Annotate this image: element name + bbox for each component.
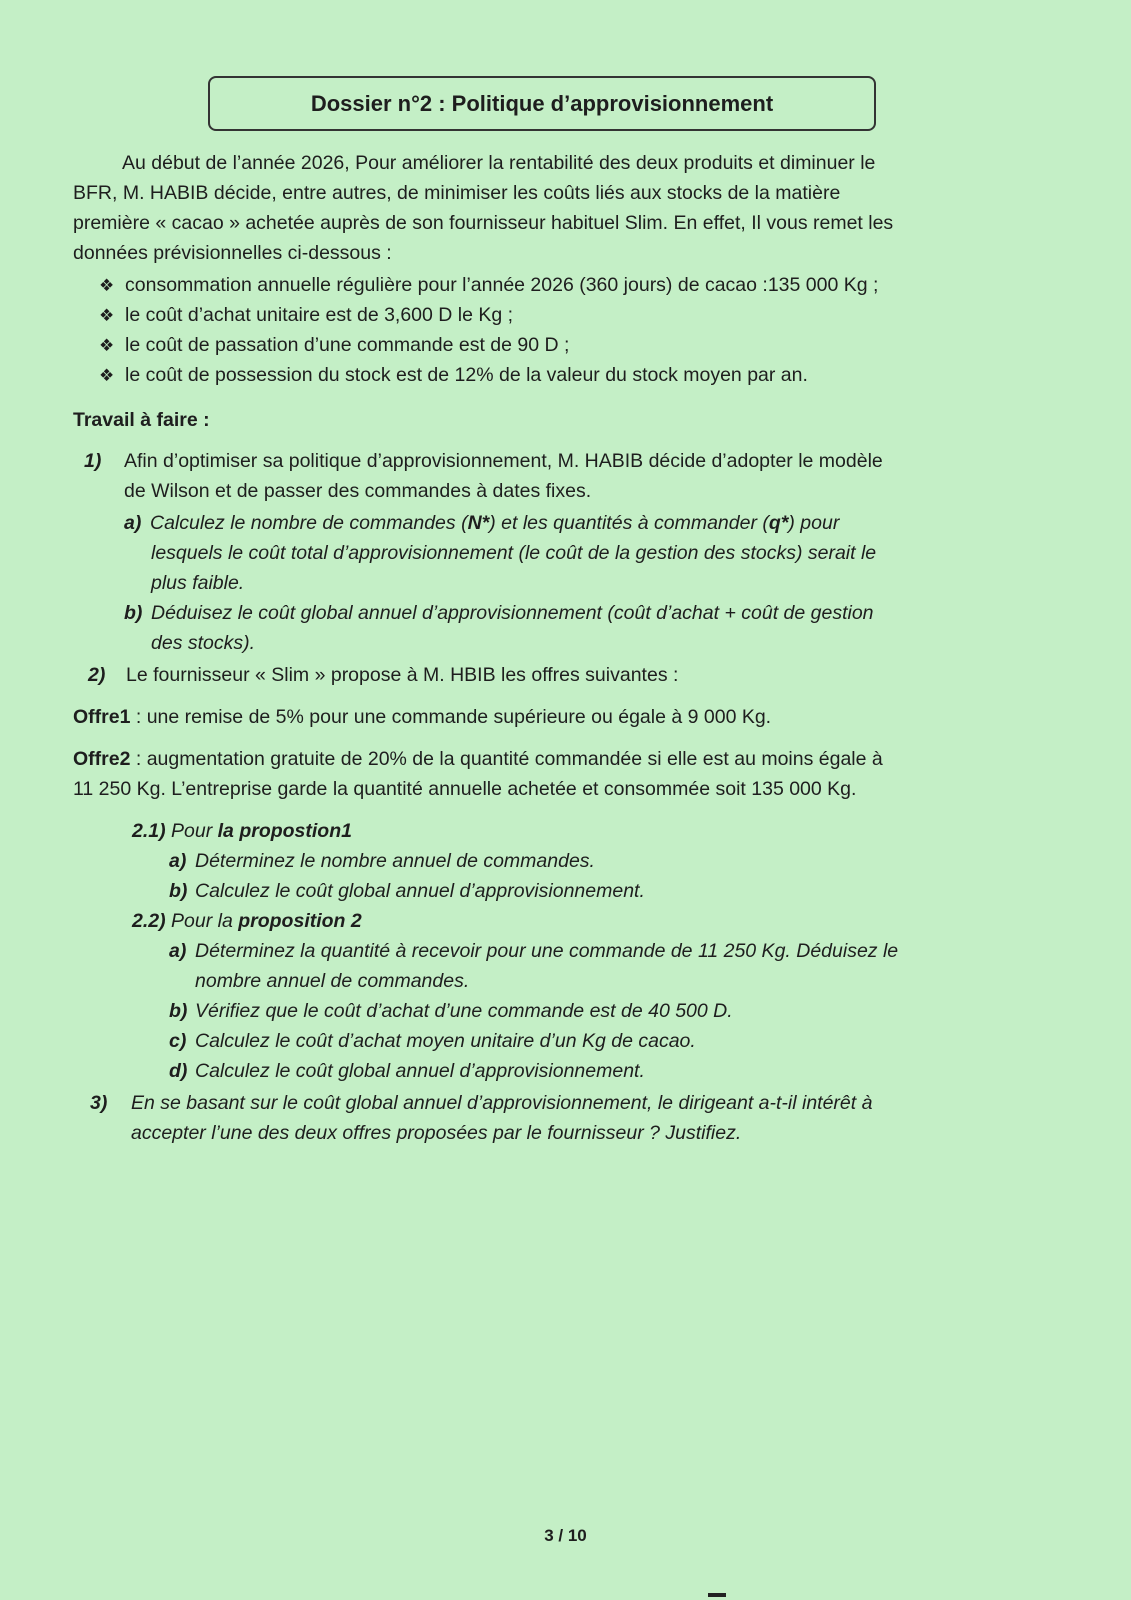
q2-intro: Le fournisseur « Slim » propose à M. HBIB les offres suivantes : bbox=[126, 664, 679, 686]
p22d-text: Calculez le coût global annuel d’approvisionnement. bbox=[195, 1060, 645, 1082]
page-edge-mark bbox=[708, 1593, 726, 1597]
dossier-title-box bbox=[208, 76, 876, 131]
offer2-label: Offre2 bbox=[73, 748, 131, 770]
q3-line-2: accepter l’une des deux offres proposées par le fournisseur ? Justifiez. bbox=[131, 1122, 742, 1144]
proposition2-heading: 2.2) Pour la proposition 2 bbox=[132, 910, 362, 932]
page-number: 3 / 10 bbox=[544, 1526, 587, 1545]
p22c-text: Calculez le coût d’achat moyen unitaire d’un Kg de cacao. bbox=[195, 1030, 696, 1052]
intro-line-1: Au début de l’année 2026, Pour améliorer la rentabilité des deux produits et diminuer le bbox=[122, 152, 876, 174]
offer2-line-2: 11 250 Kg. L’entreprise garde la quantité annuelle achetée et consommée soit 135 000 Kg. bbox=[73, 778, 857, 800]
q1b-line-2: des stocks). bbox=[151, 632, 256, 654]
q1b-label: b) bbox=[124, 602, 143, 624]
q1a-line-1: Calculez le nombre de commandes (N*) et les quantités à commander (q*) pour bbox=[150, 512, 840, 534]
q1a-line-2: lesquels le coût total d’approvisionnement (le coût de la gestion des stocks) serait le bbox=[151, 542, 877, 564]
p22b-text: Vérifiez que le coût d’achat d’une commande est de 40 500 D. bbox=[195, 1000, 733, 1022]
q1a-line-3: plus faible. bbox=[151, 572, 245, 594]
p21b-text: Calculez le coût global annuel d’approvisionnement. bbox=[195, 880, 645, 902]
p22b-label: b) bbox=[169, 1000, 188, 1022]
p22a-label: a) bbox=[169, 940, 187, 962]
p21a-label: a) bbox=[169, 850, 187, 872]
bullet-item: ❖ consommation annuelle régulière pour l’année 2026 (360 jours) de cacao :135 000 Kg ; bbox=[99, 270, 878, 301]
dossier-title: Dossier n°2 : Politique d’approvisionnement bbox=[310, 90, 774, 116]
proposition1-heading: 2.1) Pour la propostion1 bbox=[132, 820, 352, 842]
q3-number: 3) bbox=[90, 1092, 108, 1114]
diamond-bullet-icon: ❖ bbox=[99, 366, 115, 385]
p22a-line-2: nombre annuel de commandes. bbox=[195, 970, 470, 992]
p21a-text: Déterminez le nombre annuel de commandes. bbox=[195, 850, 595, 872]
offer1-label: Offre1 bbox=[73, 706, 131, 728]
intro-line-2: BFR, M. HABIB décide, entre autres, de minimiser les coûts liés aux stocks de la matière bbox=[73, 182, 841, 204]
q1-line-1: Afin d’optimiser sa politique d’approvisionnement, M. HABIB décide d’adopter le modèle bbox=[124, 450, 883, 472]
q1b-line-1: Déduisez le coût global annuel d’approvisionnement (coût d’achat + coût de gestion bbox=[151, 602, 874, 624]
bullet-item: ❖ le coût d’achat unitaire est de 3,600 D le Kg ; bbox=[99, 300, 513, 331]
p21b-label: b) bbox=[169, 880, 188, 902]
diamond-bullet-icon: ❖ bbox=[99, 276, 115, 295]
diamond-bullet-icon: ❖ bbox=[99, 336, 115, 355]
q3-line-1: En se basant sur le coût global annuel d’approvisionnement, le dirigeant a-t-il intérêt à bbox=[131, 1092, 873, 1114]
bullet-item: ❖ le coût de passation d’une commande est de 90 D ; bbox=[99, 330, 569, 361]
p22c-label: c) bbox=[169, 1030, 187, 1052]
bullet-item: ❖ le coût de possession du stock est de 12% de la valeur du stock moyen par an. bbox=[99, 360, 808, 391]
q1-number: 1) bbox=[84, 450, 102, 472]
intro-line-4: données prévisionnelles ci-dessous : bbox=[73, 242, 392, 264]
diamond-bullet-icon: ❖ bbox=[99, 306, 115, 325]
q1a-label: a) bbox=[124, 512, 142, 534]
intro-line-3: première « cacao » achetée auprès de son fournisseur habituel Slim. En effet, Il vous remet les bbox=[73, 212, 894, 234]
p22a-line-1: Déterminez la quantité à recevoir pour une commande de 11 250 Kg. Déduisez le bbox=[195, 940, 899, 962]
q2-number: 2) bbox=[88, 664, 106, 686]
p22d-label: d) bbox=[169, 1060, 188, 1082]
offer1-line: Offre1 : une remise de 5% pour une commande supérieure ou égale à 9 000 Kg. bbox=[73, 706, 772, 728]
q1-line-2: de Wilson et de passer des commandes à dates fixes. bbox=[124, 480, 592, 502]
work-heading: Travail à faire : bbox=[73, 409, 210, 431]
offer2-line-1: Offre2 : augmentation gratuite de 20% de la quantité commandée si elle est au moins égale à bbox=[73, 748, 883, 770]
